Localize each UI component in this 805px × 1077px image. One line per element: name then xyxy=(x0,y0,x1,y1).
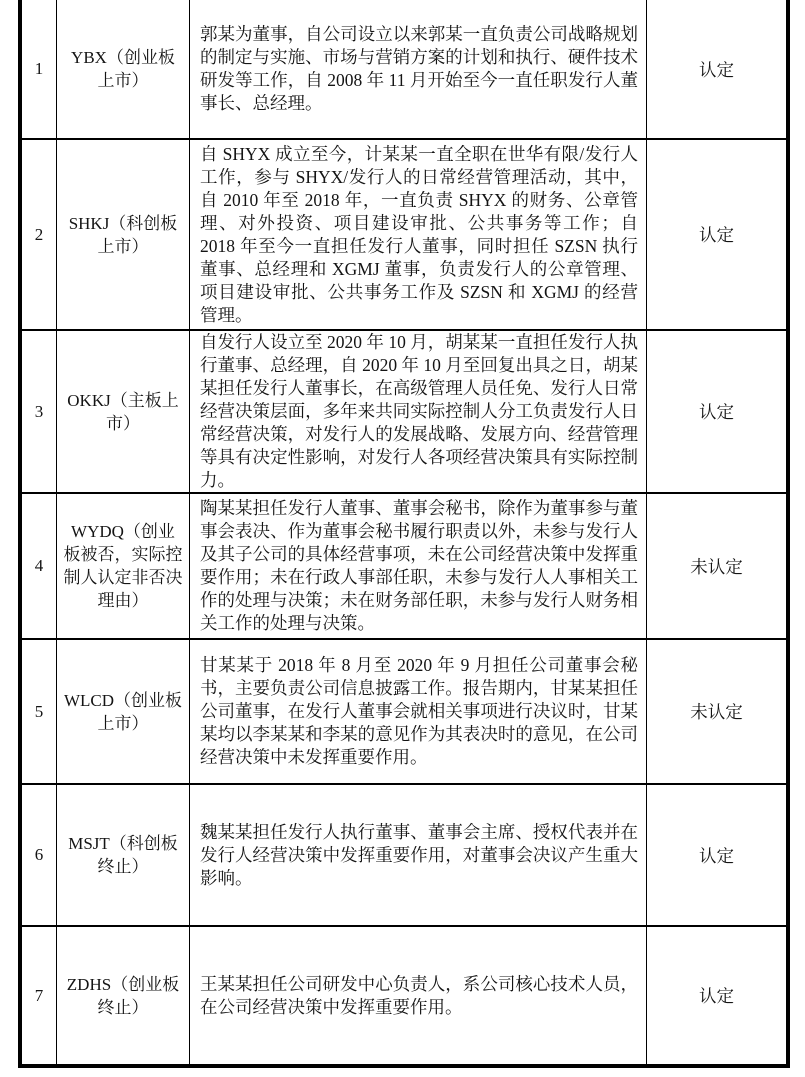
role-description-text: 魏某某担任发行人执行董事、董事会主席、授权代表并在发行人经营决策中发挥重要作用，对董事会决议产生重大影响。 xyxy=(200,821,638,888)
role-description-text: 甘某某于 2018 年 8 月至 2020 年 9 月担任公司董事会秘书，主要负责公司信息披露工作。报告期内，甘某某担任公司董事，在发行人董事会就相关事项进行决议时，甘某某均以李某某和李某的意见作为其表决时的意见，在公司经营决策中未发挥重要作用。 xyxy=(200,655,638,767)
row-number: 2 xyxy=(22,140,57,329)
determination-result: 认定 xyxy=(699,986,734,1006)
company-code: OKKJ（主板上市） xyxy=(57,331,190,492)
role-description xyxy=(190,640,647,783)
company-code: SHKJ（科创板上市） xyxy=(57,140,190,329)
row-number: 5 xyxy=(22,640,57,783)
determination-result: 未认定 xyxy=(690,702,743,722)
role-description xyxy=(190,785,647,925)
role-description xyxy=(190,927,647,1064)
company-code: YBX（创业板上市） xyxy=(57,0,190,138)
role-description xyxy=(190,494,647,638)
role-description xyxy=(190,140,647,329)
determination-result: 认定 xyxy=(699,845,734,866)
table-row xyxy=(22,494,786,640)
table-row xyxy=(22,331,786,494)
role-description-text: 自 SHYX 成立至今，计某某一直全职在世华有限/发行人工作，参与 SHYX/发行人的日常经营管理活动，其中，自 2010 年至 2018 年，一直负责 SHYX 的财务、公章管理、对外投资、项目建设审批、公共事务等工作；自 2018 年至今一直担任发行人董事，同时担任 SZSN 执行董事、总经理和 XGMJ 董事，负责发行人的公章管理、项目建设审批、公共事务工作及 SZSN 和 XGMJ 的经营管理。 xyxy=(200,143,638,325)
role-description-text: 郭某为董事，自公司设立以来郭某一直负责公司战略规划的制定与实施、市场与营销方案的计划和执行、硬件技术研发等工作，自 2008 年 11 月开始至今一直任职发行人董事长、总经理。 xyxy=(200,24,638,113)
determination-result: 未认定 xyxy=(690,556,743,577)
table-row xyxy=(22,140,786,331)
company-code: WLCD（创业板上市） xyxy=(57,640,190,783)
company-code: MSJT（科创板终止） xyxy=(57,785,190,925)
role-description-text: 自发行人设立至 2020 年 10 月，胡某某一直担任发行人执行董事、总经理，自 2020 年 10 月至回复出具之日，胡某某担任发行人董事长，在高级管理人员任免、发行人日常经营决策层面，多年来共同实际控制人分工负责发行人日常经营决策，对发行人的发展战略、发展方向、经营管理等具有决定性影响，对发行人各项经营决策具有实际控制力。 xyxy=(200,332,638,490)
role-description-text: 王某某担任公司研发中心负责人，系公司核心技术人员，在公司经营决策中发挥重要作用。 xyxy=(200,973,638,1017)
role-description-text: 陶某某担任发行人董事、董事会秘书，除作为董事参与董事会表决、作为董事会秘书履行职责以外，未参与发行人及其子公司的具体经营事项，未在公司经营决策中发挥重要作用；未在行政人事部任职，未参与发行人人事相关工作的处理与决策；未在财务部任职，未参与发行人财务相关工作的处理与决策。 xyxy=(200,498,638,633)
role-description xyxy=(190,0,647,138)
company-code: WYDQ（创业板被否，实际控制人认定非否决理由） xyxy=(57,494,190,638)
company-code: ZDHS（创业板终止） xyxy=(57,927,190,1064)
role-description xyxy=(190,331,647,492)
determination-result: 认定 xyxy=(699,59,734,80)
determination-result: 认定 xyxy=(699,402,734,422)
controller-determination-table xyxy=(18,0,790,1068)
table-row xyxy=(22,0,786,140)
row-number: 7 xyxy=(22,927,57,1064)
row-number: 4 xyxy=(22,494,57,638)
row-number: 6 xyxy=(22,785,57,925)
row-number: 1 xyxy=(22,0,57,138)
table-row xyxy=(22,927,786,1064)
table-row xyxy=(22,640,786,785)
table-row xyxy=(22,785,786,927)
row-number: 3 xyxy=(22,331,57,492)
determination-result: 认定 xyxy=(699,225,734,245)
